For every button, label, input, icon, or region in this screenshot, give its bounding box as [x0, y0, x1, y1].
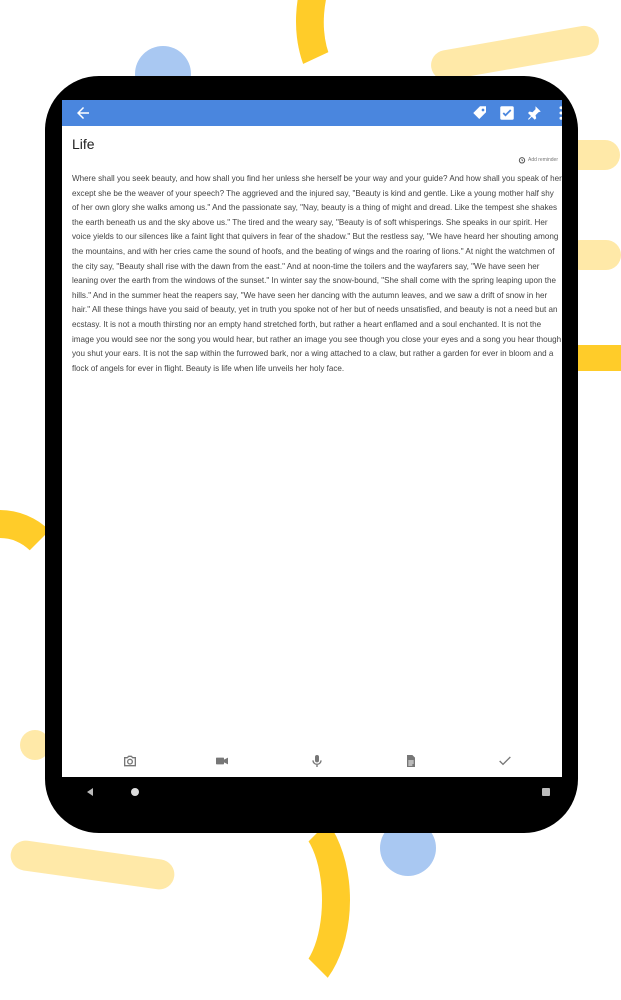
nav-back-icon[interactable]	[84, 786, 96, 798]
checkbox-icon[interactable]	[498, 104, 516, 122]
bottom-toolbar	[62, 750, 562, 772]
back-arrow-icon[interactable]	[74, 104, 92, 122]
mic-icon[interactable]	[309, 753, 325, 769]
app-bar	[62, 100, 562, 126]
add-reminder-button[interactable]	[518, 156, 558, 164]
video-icon[interactable]	[214, 753, 230, 769]
yellow-band-right	[575, 345, 621, 371]
note-body-text[interactable]: Where shall you seek beauty, and how shall you find her unless she herself be your way and your guide? And how shall you speak of her except she be the weaver of your speech? The aggrieved and the injured say, "Beauty is kind and gentle. Like a young mother half shy of her own glory she walks among us." And the passionate say, "Nay, beauty is a thing of might and dread. Like the tempest she shakes the earth beneath us and the sky above us." The tired and the weary say, "Beauty is of soft whisperings. She speaks in our spirit. Her voice yields to our silences like a faint light that quivers in fear of the shadow." But the restless say, "We have heard her shouting among the mountains, and with her cries came the sound of hoofs, and the beating of wings and the roaring of lions." At night the watchmen of the city say, "Beauty shall rise with the dawn from the east." And at noon-time the toilers and the wayfarers say, "We have seen her leaning over the earth from the windows of the sunset." In winter say the snow-bound, "She shall come with the spring leaping upon the hills." And in the summer heat the reapers say, "We have seen her dancing with the autumn leaves, and we saw a drift of snow in her hair." All these things have you said of beauty, yet in truth you spoke not of her but of needs unsatisfied, and beauty is not a need but an ecstasy. It is not a mouth thirsting nor an empty hand stretched forth, but rather a heart enflamed and a soul enchanted. It is not the image you would see nor the song you would hear, but rather an image you see though you close your eyes and a song you hear though you shut your ears. It is not the sap within the furrowed bark, nor a wing attached to a claw, but rather a garden for ever in bloom and a flock of angels for ever in flight. Beauty is life when life unveils her holy face.	[72, 174, 562, 373]
camera-icon[interactable]	[122, 753, 138, 769]
system-navigation-bar	[62, 778, 562, 808]
nav-recents-icon[interactable]	[540, 786, 552, 798]
reminder-label: Add reminder	[527, 157, 558, 163]
more-icon[interactable]	[552, 104, 562, 122]
label-icon[interactable]	[471, 104, 489, 122]
alarm-icon	[518, 156, 526, 164]
note-editor-screen	[62, 100, 562, 777]
document-icon[interactable]	[403, 753, 419, 769]
check-icon[interactable]	[497, 753, 513, 769]
nav-home-icon[interactable]	[129, 786, 141, 798]
stripe-bottom-left	[9, 839, 177, 892]
note-title[interactable]: Life	[72, 136, 95, 152]
pin-icon[interactable]	[525, 104, 543, 122]
